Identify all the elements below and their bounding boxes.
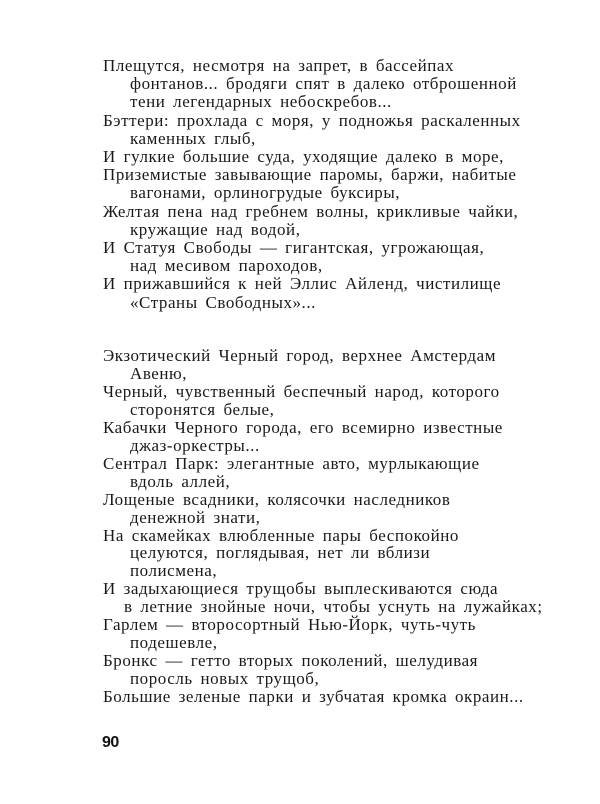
verse-line: подешевле, <box>130 633 218 653</box>
stanza-1 <box>103 57 521 312</box>
verse-line: Большие зеленые парки и зубчатая кромка окраин... <box>103 687 524 707</box>
verse-line: каменных глыб, <box>130 128 256 148</box>
verse-line: полисмена, <box>130 561 218 581</box>
verse-line: Бронкс — гетто вторых поколений, шелудивая <box>103 651 479 671</box>
verse-line: Бэттери: прохлада с моря, у подножья раскаленных <box>103 110 521 130</box>
verse-line: в летние знойные ночи, чтобы уснуть на лужайках; <box>124 597 543 617</box>
verse-line: кружащие над водой, <box>130 219 301 239</box>
verse-line: Гарлем — второсортный Нью-Йорк, чуть-чуть <box>103 615 476 635</box>
verse-line: сторонятся белые, <box>130 399 275 419</box>
stanza-2 <box>103 347 543 706</box>
verse-line: вдоль аллей, <box>130 471 231 491</box>
verse-line: Авеню, <box>130 363 188 383</box>
verse-line: «Страны Свободных»... <box>130 292 316 312</box>
verse-line: Приземистые завывающие паромы, баржи, набитые <box>103 165 517 185</box>
verse-line: Лощеные всадники, колясочки наследников <box>103 489 451 509</box>
verse-line: денежной знати, <box>130 507 261 527</box>
verse-line: Желтая пена над гребнем волны, крикливые чайки, <box>103 201 519 221</box>
verse-line: фонтанов... бродяги спят в далеко отброшенной <box>130 74 517 94</box>
verse-line: И прижавшийся к ней Эллис Айленд, чистилище <box>103 274 502 294</box>
verse-line: На скамейках влюбленные пары беспокойно <box>103 525 459 545</box>
verse-line: Кабачки Черного города, его всемирно известные <box>103 417 503 437</box>
verse-line: Плещутся, несмотря на запрет, в бассейпах <box>103 56 455 75</box>
verse-line: тени легендарных небоскребов... <box>130 92 392 112</box>
verse-line: целуются, поглядывая, нет ли вблизи <box>130 543 431 563</box>
verse-line: Черный, чувственный беспечный народ, которого <box>103 381 500 401</box>
verse-line: И задыхающиеся трущобы выплескиваются сюда <box>103 579 499 599</box>
verse-line: поросль новых трущоб, <box>130 669 320 689</box>
verse-line: И Статуя Свободы — гигантская, угрожающая, <box>103 238 485 258</box>
verse-line: над месивом пароходов, <box>130 256 323 276</box>
verse-line: Сентрал Парк: элегантные авто, мурлыкающие <box>103 453 480 473</box>
verse-line: джаз-оркестры... <box>130 435 260 455</box>
verse-line: Экзотический Черный город, верхнее Амстердам <box>103 346 497 365</box>
page-number: 90 <box>102 734 119 751</box>
verse-line: вагонами, орлиногрудые буксиры, <box>130 183 401 203</box>
verse-line: И гулкие большие суда, уходящие далеко в море, <box>103 147 504 167</box>
